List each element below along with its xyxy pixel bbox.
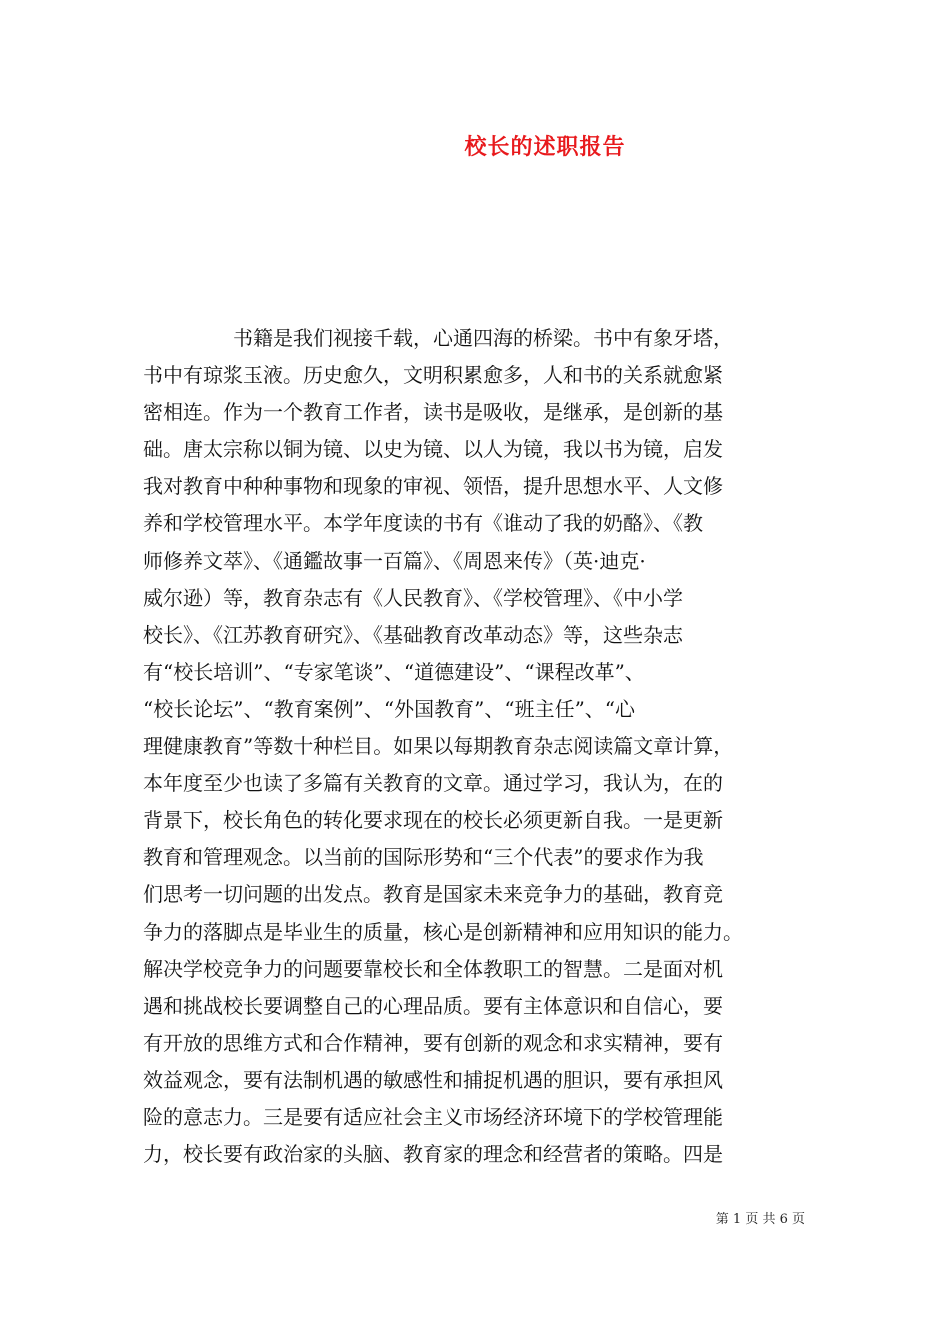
document-body: [143, 320, 819, 1173]
page-number-footer: 第 1 页 共 6 页: [715, 1212, 805, 1227]
body-line: 有“校长培训”、“专家笔谈”、“道德建设”、“课程改革”、: [143, 659, 645, 684]
body-line: 书中有琼浆玉液。历史愈久，文明积累愈多，人和书的关系就愈紧: [143, 363, 723, 388]
body-line: 养和学校管理水平。本学年度读的书有《谁动了我的奶酪》、《教: [143, 511, 703, 536]
body-line: 础。唐太宗称以铜为镜、以史为镜、以人为镜，我以书为镜，启发: [143, 437, 723, 462]
body-line: 遇和挑战校长要调整自己的心理品质。要有主体意识和自信心，要: [143, 993, 723, 1018]
body-line: 有开放的思维方式和合作精神，要有创新的观念和求实精神，要有: [143, 1030, 723, 1055]
body-line: 校长》、《江苏教育研究》、《基础教育改革动态》等，这些杂志: [143, 622, 683, 647]
body-line: “校长论坛”、“教育案例”、“外国教育”、“班主任”、“心: [143, 696, 636, 721]
body-line: 理健康教育”等数十种栏目。如果以每期教育杂志阅读篇文章计算，: [143, 734, 734, 759]
body-line: 本年度至少也读了多篇有关教育的文章。通过学习，我认为，在的: [143, 771, 723, 796]
body-line: 争力的落脚点是毕业生的质量，核心是创新精神和应用知识的能力。: [143, 919, 743, 944]
body-line: 力，校长要有政治家的头脑、教育家的理念和经营者的策略。四是: [143, 1142, 723, 1167]
body-line: 教育和管理观念。以当前的国际形势和“三个代表”的要求作为我: [143, 845, 704, 870]
body-line: 效益观念，要有法制机遇的敏感性和捕捉机遇的胆识，要有承担风: [143, 1067, 723, 1092]
body-line: 解决学校竞争力的问题要靠校长和全体教职工的智慧。二是面对机: [143, 956, 723, 981]
body-line: 书籍是我们视接千载，心通四海的桥梁。书中有象牙塔，: [233, 326, 733, 350]
document-title: 校长的述职报告: [464, 134, 626, 160]
body-line: 背景下，校长角色的转化要求现在的校长必须更新自我。一是更新: [143, 808, 723, 833]
body-line: 们思考一切问题的出发点。教育是国家未来竞争力的基础，教育竞: [143, 882, 723, 907]
body-line: 威尔逊）等，教育杂志有《人民教育》、《学校管理》、《中小学: [143, 585, 683, 610]
body-line: 密相连。作为一个教育工作者，读书是吸收，是继承，是创新的基: [143, 400, 723, 425]
body-line: 师修养文萃》、《通鑑故事一百篇》、《周恩来传》（英·迪克·: [143, 548, 646, 573]
body-line: 我对教育中种种事物和现象的审视、领悟，提升思想水平、人文修: [143, 474, 723, 499]
body-line: 险的意志力。三是要有适应社会主义市场经济环境下的学校管理能: [143, 1104, 723, 1129]
